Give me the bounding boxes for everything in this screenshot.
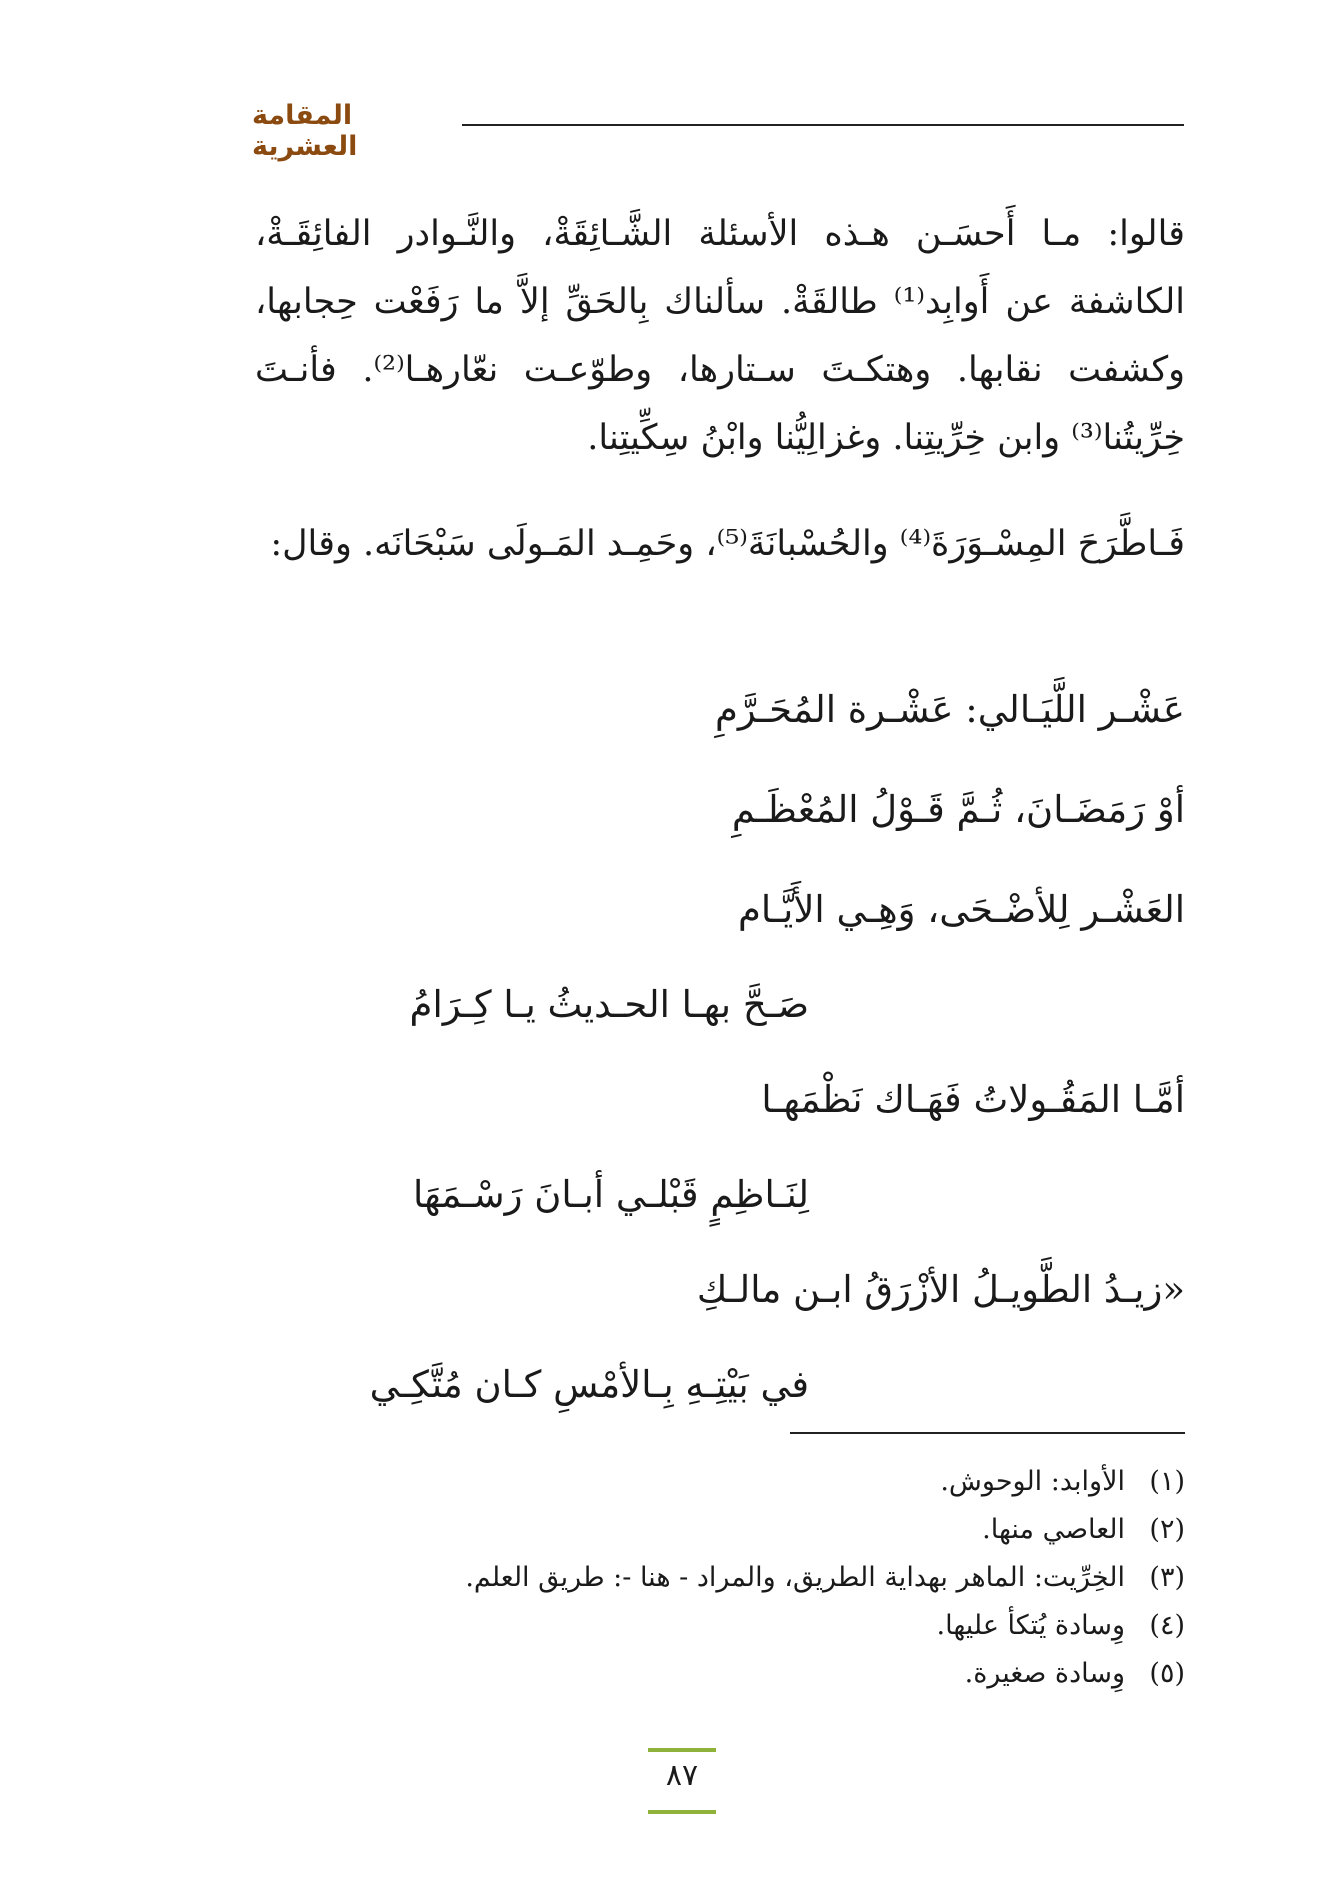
footnotes <box>285 1458 1185 1698</box>
footnote-number: (٥) <box>1149 1658 1185 1689</box>
footnote-number: (٢) <box>1149 1514 1185 1545</box>
verse-line-4: صَـحَّ بهـا الحـديثُ يـا كِـرَامُ <box>409 983 809 1026</box>
footnote-number: (٣) <box>1149 1562 1185 1593</box>
verse-line-6: لِنَـاظِمٍ قَبْلـي أبـانَ رَسْـمَهَا <box>413 1173 809 1216</box>
footnote-number: (٤) <box>1149 1610 1185 1641</box>
footnote-3 <box>285 1554 1185 1602</box>
footnote-1 <box>285 1458 1185 1506</box>
page-number-rule-top <box>648 1748 716 1752</box>
header-rule <box>462 124 1184 126</box>
footnote-text: وِسادة صغيرة. <box>964 1658 1125 1689</box>
verse-line-1: عَشْـر اللَّيَـالي: عَشْـرة المُحَـرَّمِ <box>715 688 1185 731</box>
paragraph-1: قالوا: مـا أَحسَـن هـذه الأسئلة الشَّـائِقَةْ، والنَّـوادر الفائِقَـةْ، الكاشفة عن أَوابِد⁽¹⁾ طالقَةْ. سألناك بِالحَقِّ إلاَّ ما رَفَعْت حِجابها، وكشفت نقابها. وهتكـتَ سـتارها، وطوّعـت نعّارهـا⁽²⁾. فأنـتَ خِرِّيتُنا⁽³⁾ وابن خِرِّيتِنا. وغزالِيُّنا وابْنُ سِكِّيتِنا. <box>255 214 1186 458</box>
page-number-rule-bottom <box>648 1810 716 1814</box>
verse-line-7: «زيـدُ الطَّويـلُ الأزْرَقُ ابـن مالـكِ <box>696 1268 1185 1311</box>
verse-line-8: في بَيْتِـهِ بِـالأمْسِ كـان مُتَّكِـي <box>369 1363 809 1406</box>
verse-line-3: العَشْـر لِلأضْـحَى، وَهِـي الأَيَّـام <box>738 888 1185 931</box>
verse-line-2: أوْ رَمَضَـانَ، ثُـمَّ قَـوْلُ المُعْظَـمِ <box>731 788 1185 831</box>
paragraph-2: فَـاطَّرَحَ المِسْـوَرَةَ⁽⁴⁾ والحُسْبانَةَ⁽⁵⁾، وحَمِـد المَـولَى سَبْحَانَه. وقال: <box>270 524 1185 564</box>
footnote-number: (١) <box>1149 1466 1185 1497</box>
footnote-4 <box>285 1602 1185 1650</box>
footnote-text: وِسادة يُتكأ عليها. <box>936 1610 1125 1641</box>
footnote-5 <box>285 1650 1185 1698</box>
running-header-title: المقامة العشرية <box>252 100 358 162</box>
footnote-2 <box>285 1506 1185 1554</box>
footnote-text: الأوابد: الوحوش. <box>940 1466 1125 1497</box>
page-number: ٨٧ <box>665 1758 699 1793</box>
footnote-text: العاصي منها. <box>982 1514 1125 1545</box>
footnote-text: الخِرِّيت: الماهر بهداية الطريق، والمراد - هنا -: طريق العلم. <box>465 1562 1125 1593</box>
footnote-rule <box>790 1432 1185 1434</box>
verse-line-5: أمَّـا المَقُـولاتُ فَهَـاك نَظْمَهـا <box>761 1078 1185 1121</box>
